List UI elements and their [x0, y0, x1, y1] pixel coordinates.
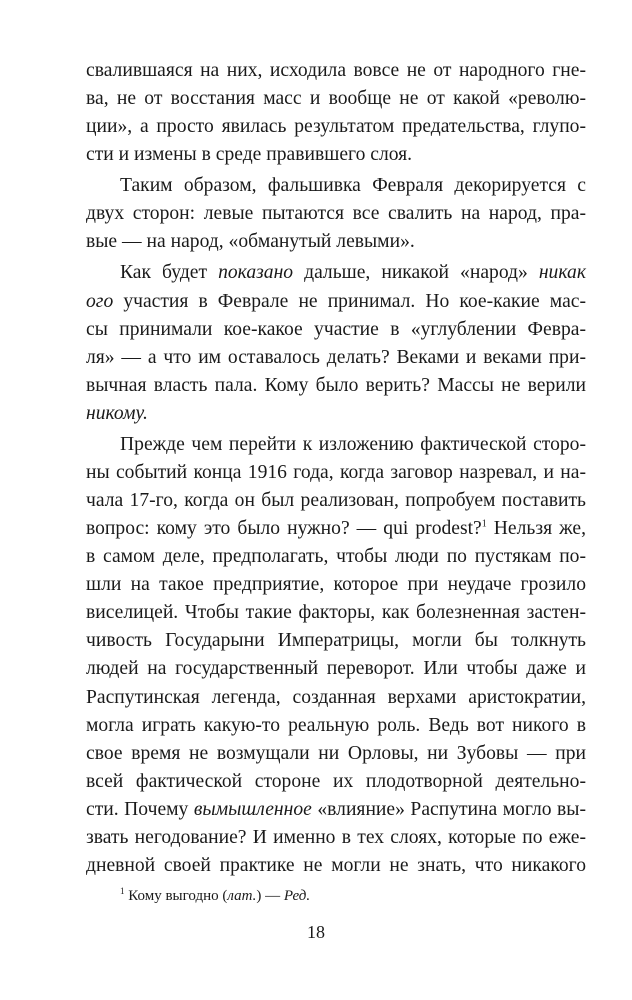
text-line: дневной своей практике не могли не знать, что никакого — [86, 854, 586, 876]
text-line: людей на государственный переворот. Или чтобы даже и — [86, 658, 586, 680]
emphasis: вымышленное — [193, 798, 312, 820]
text-line: звать негодование? И именно в тех слоях, которые по еже- — [86, 826, 586, 848]
text-line: свалившаяся на них, исходила вовсе не от народного гне- — [86, 60, 586, 81]
footnote-language: лат. — [227, 888, 257, 904]
text-line: виселицей. Чтобы такие факторы, как болезненная застен- — [86, 602, 586, 624]
text-line: свое время не возмущали ни Орловы, ни Зубовы — при — [86, 742, 586, 764]
text-line: вопрос: кому это было нужно? — qui prodest?$^1$ Нельзя же, — [86, 518, 586, 540]
text-line: никому. — [86, 402, 148, 424]
text-line: всей фактической стороне их плодотворной деятельно- — [86, 770, 586, 792]
text-line: сти. Почему вымышленное «влияние» Распутина могло вы- — [86, 798, 586, 820]
text-line: чивость Государыни Императрицы, могли бы толкнуть — [86, 630, 586, 652]
text-line: Прежде чем перейти к изложению фактической сторо- — [120, 433, 586, 455]
text-line: ции», а просто явилась результатом предательства, глупо- — [86, 116, 586, 138]
emphasis: никак — [538, 262, 586, 284]
footnote: $^1$ Кому выгодно (лат.) — Ред. — [120, 886, 311, 904]
footnote-reference: 1 — [481, 518, 487, 530]
text-line: Как будет показано дальше, никакой «народ» никак — [120, 262, 586, 284]
text-line: Таким образом, фальшивка Февраля декорируется с — [120, 175, 586, 197]
text-line: сы принимали кое-какое участие в «углублении Февра- — [86, 318, 586, 340]
text-line: ны событий конца 1916 года, когда заговор назревал, и на- — [86, 461, 586, 483]
text-line: ва, не от восстания масс и вообще не от какой «револю- — [86, 88, 586, 110]
text-line: в самом деле, предполагать, чтобы люди по пустякам по- — [86, 546, 586, 568]
text-line: могла играть какую-то реальную роль. Ведь вот никого в — [86, 714, 586, 736]
text-line: Распутинская легенда, созданная верхами аристократии, — [86, 686, 586, 708]
page-number: 18 — [307, 922, 325, 942]
text-line: вые — на народ, «обманутый левыми». — [86, 231, 415, 253]
text-line: сти и измены в среде правившего слоя. — [86, 144, 413, 166]
footnote-mark: 1 — [120, 886, 125, 896]
text-line: ого участия в Феврале не принимал. Но кое-какие мас- — [86, 290, 586, 312]
emphasis: показано — [218, 262, 294, 284]
text-line: чала 17-го, когда он был реализован, попробуем поставить — [86, 490, 586, 512]
footnote-editor: Ред. — [283, 888, 311, 904]
text-line: двух сторон: левые пытаются все свалить на народ, пра- — [86, 203, 586, 225]
text-line: шли на такое предприятие, которое при неудаче грозило — [86, 574, 586, 596]
emphasis: ого — [86, 290, 114, 312]
text-line: ля» — а что им оставалось делать? Веками и веками при- — [86, 346, 586, 368]
text-line: вычная власть пала. Кому было верить? Массы не верили — [86, 374, 586, 396]
